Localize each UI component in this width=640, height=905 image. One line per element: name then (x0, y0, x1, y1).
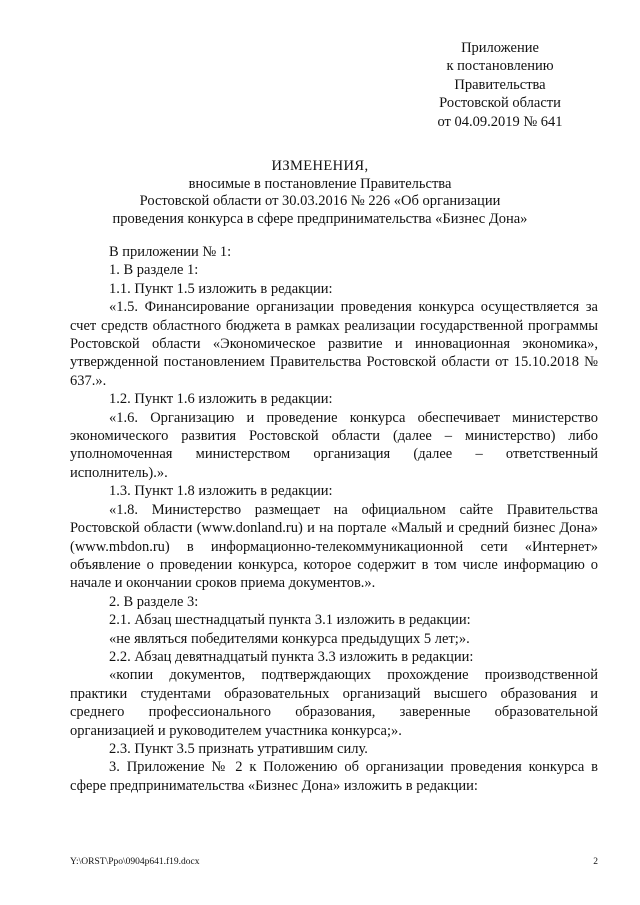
paragraph: 1.2. Пункт 1.6 изложить в редакции: (109, 391, 333, 408)
approval-line: к постановлению (446, 58, 554, 75)
approval-line: Ростовской области (439, 95, 561, 112)
paragraph: 1. В разделе 1: (109, 262, 199, 279)
paragraph: 2. В разделе 3: (109, 593, 199, 610)
title-line: Ростовской области от 30.03.2016 № 226 «Об организации (139, 193, 501, 209)
title-line: проведения конкурса в сфере предпринимательства «Бизнес Дона» (112, 210, 528, 227)
approval-stamp (405, 39, 595, 131)
paragraph: 2.2. Абзац девятнадцатый пункта 3.3 изложить в редакции: (109, 648, 474, 665)
page-number: 2 (593, 857, 598, 867)
file-path: Y:\ORST\Ppo\0904p641.f19.docx (70, 857, 200, 867)
quoted-paragraph: «1.6. Организацию и проведение конкурса обеспечивает министерство экономического развития Ростовской области (далее – министерство) либо уполномоченная министерством организация (далее – ответственный исполнитель).». (70, 409, 598, 481)
paragraph: 2.3. Пункт 3.5 признать утратившим силу. (109, 740, 368, 757)
paragraph: 1.1. Пункт 1.5 изложить в редакции: (109, 280, 333, 297)
approval-line: от 04.09.2019 № 641 (437, 113, 563, 130)
approval-line: Правительства (454, 76, 546, 93)
title-heading: ИЗМЕНЕНИЯ, (271, 158, 369, 174)
document-title (70, 158, 570, 228)
paragraph: 1.3. Пункт 1.8 изложить в редакции: (109, 483, 333, 500)
document-body (70, 243, 598, 795)
paragraph: 2.1. Абзац шестнадцатый пункта 3.1 изложить в редакции: (109, 612, 471, 629)
paragraph: В приложении № 1: (109, 244, 232, 260)
title-line: вносимые в постановление Правительства (188, 175, 452, 192)
quoted-paragraph: «1.8. Министерство размещает на официальном сайте Правительства Ростовской области (www.donland.ru) и на портале «Малый и средний бизнес Дона» (www.mbdon.ru) в информационно-телекоммуникационной сети «Интернет» объявление о проведении конкурса, которое содержит в том числе информацию о начале и окончании сроков приема документов.». (70, 501, 598, 592)
paragraph: 3. Приложение № 2 к Положению об организации проведения конкурса в сфере предпринимательства «Бизнес Дона» изложить в редакции: (70, 759, 598, 794)
quoted-paragraph: «1.5. Финансирование организации проведения конкурса осуществляется за счет средств областного бюджета в рамках реализации государственной программы Ростовской области «Экономическое развитие и инновационная экономика», утвержденной постановлением Правительства Ростовской области от 15.10.2018 № 637.». (70, 299, 598, 389)
quoted-paragraph: «не являться победителями конкурса предыдущих 5 лет;». (109, 630, 470, 647)
approval-line: Приложение (461, 40, 539, 56)
quoted-paragraph: «копии документов, подтверждающих прохождение производственной практики студентами образовательных организаций высшего образования и среднего профессионального образования, заверенные образовательной организацией и руководителем участника конкурса;». (70, 667, 598, 739)
